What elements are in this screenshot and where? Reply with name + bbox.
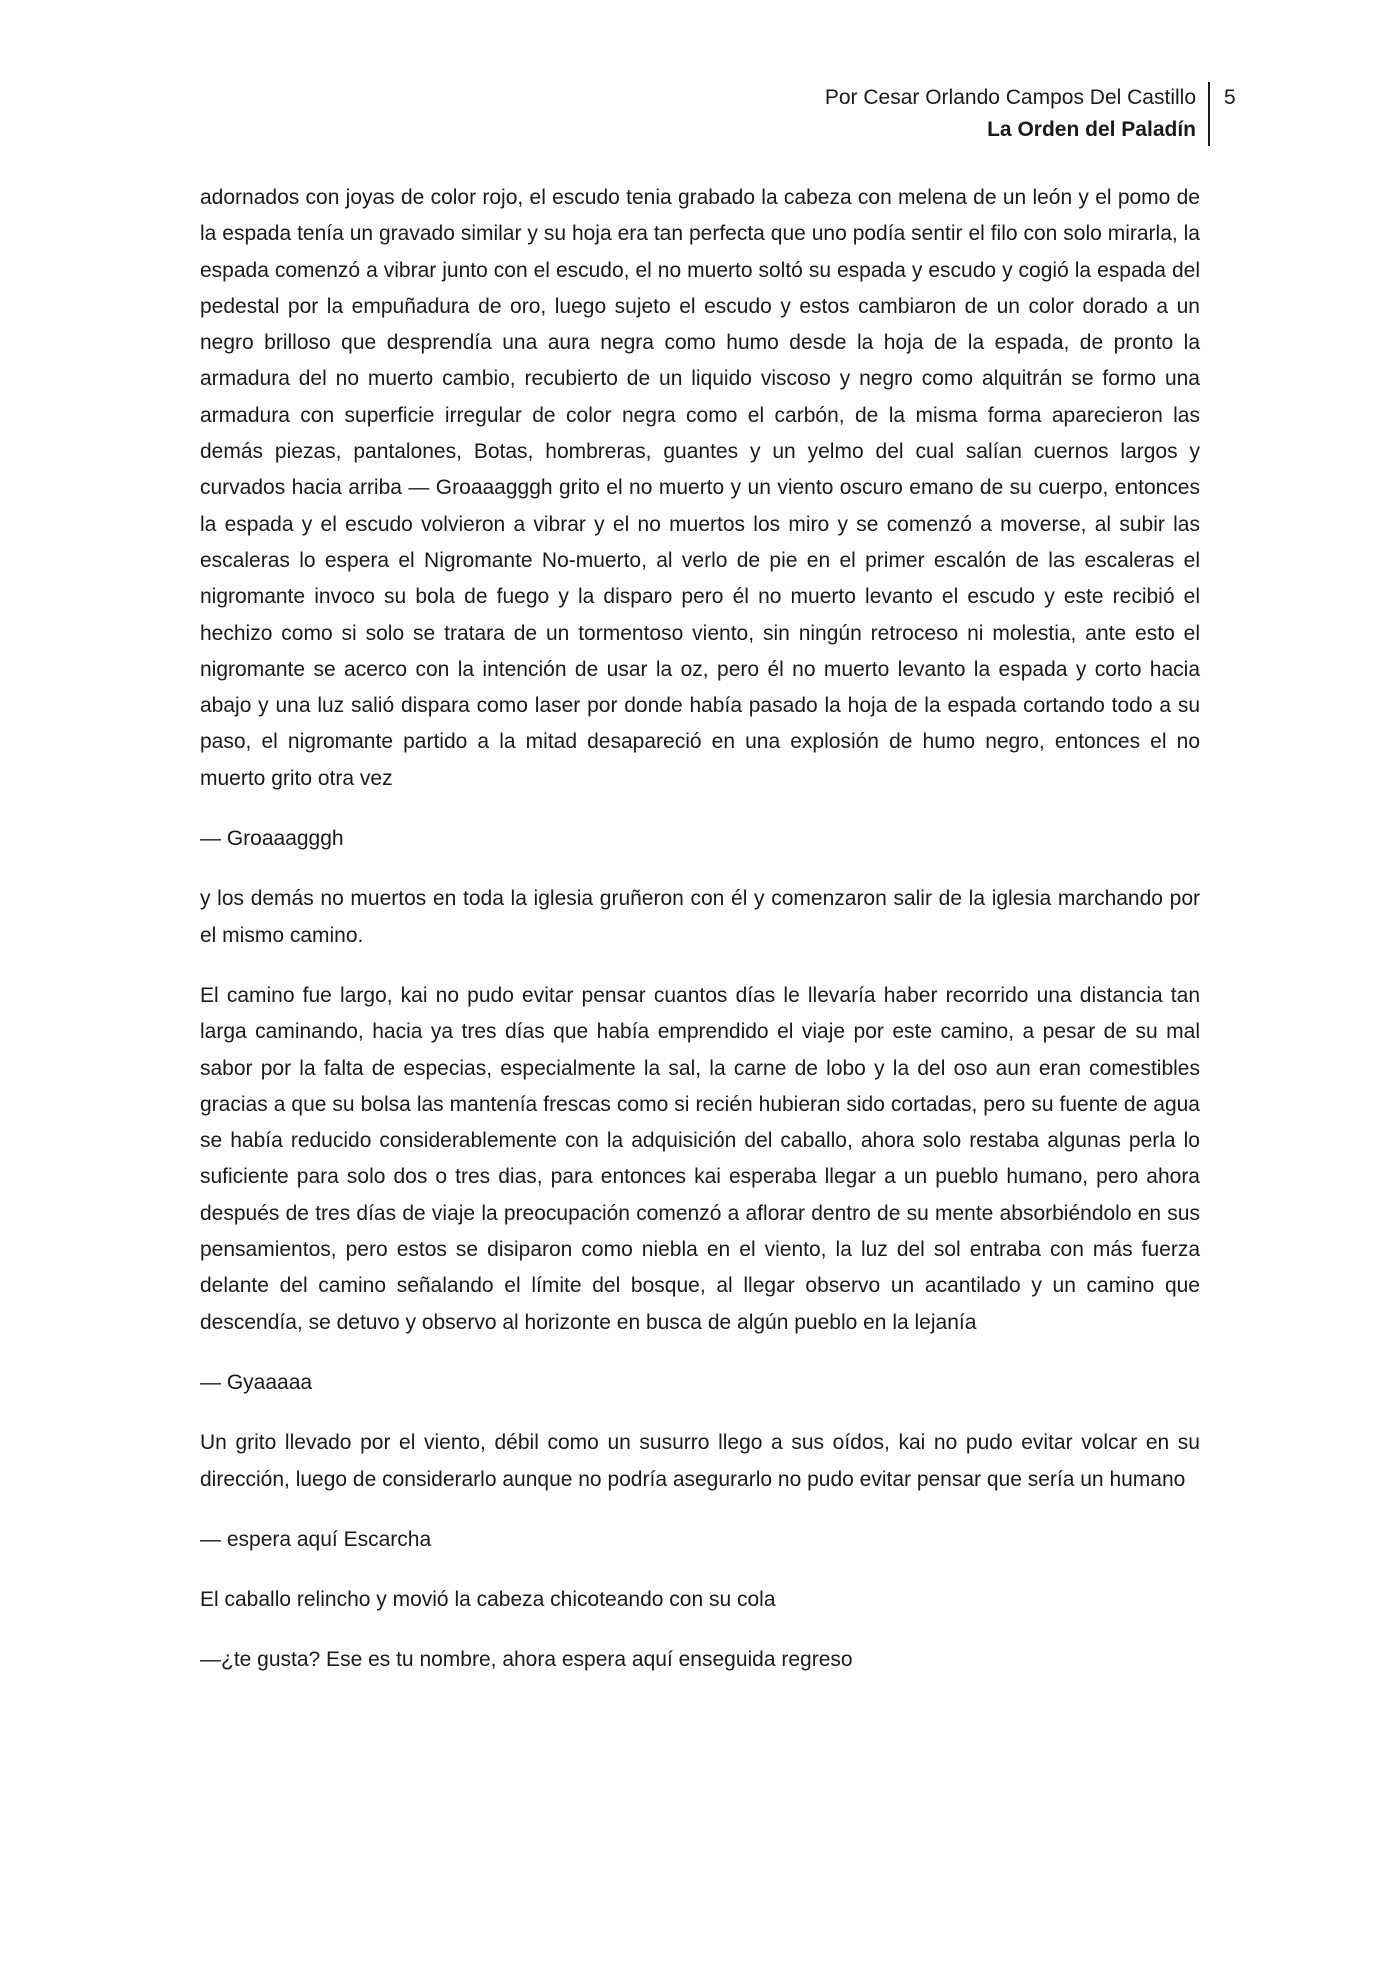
dialogue-line: — Gyaaaaa <box>200 1370 313 1394</box>
page-body <box>200 180 1200 1703</box>
paragraph: y los demás no muertos en toda la iglesia gruñeron con él y comenzaron salir de la iglesia marchando por el mismo camino. <box>200 887 1200 947</box>
page-number: 5 <box>1224 86 1236 109</box>
paragraph: El caballo relincho y movió la cabeza chicoteando con su cola <box>200 1588 776 1612</box>
paragraph: Un grito llevado por el viento, débil como un susurro llego a sus oídos, kai no pudo evitar volcar en su dirección, luego de considerarlo aunque no podría asegurarlo no pudo evitar pensar que sería un humano <box>200 1431 1200 1491</box>
page-header <box>825 82 1210 146</box>
paragraph: adornados con joyas de color rojo, el escudo tenia grabado la cabeza con melena de un león y el pomo de la espada tenía un gravado similar y su hoja era tan perfecta que uno podía sentir el filo con solo mirarla, la espada comenzó a vibrar junto con el escudo, el no muerto soltó su espada y escudo y cogió la espada del pedestal por la empuñadura de oro, luego sujeto el escudo y estos cambiaron de un color dorado a un negro brilloso que desprendía una aura negra como humo desde la hoja de la espada, de pronto la armadura del no muerto cambio, recubierto de un liquido viscoso y negro como alquitrán se formo una armadura con superficie irregular de color negra como el carbón, de la misma forma aparecieron las demás piezas, pantalones, Botas, hombreras, guantes y un yelmo del cual salían cuernos largos y curvados hacia arriba — Groaaagggh grito el no muerto y un viento oscuro emano de su cuerpo, entonces la espada y el escudo volvieron a vibrar y el no muertos los miro y se comenzó a moverse, al subir las escaleras lo espera el Nigromante No-muerto, al verlo de pie en el primer escalón de las escaleras el nigromante invoco su bola de fuego y la disparo pero él no muerto levanto el escudo y este recibió el hechizo como si solo se tratara de un tormentoso viento, sin ningún retroceso ni molestia, ante esto el nigromante se acerco con la intención de usar la oz, pero él no muerto levanto la espada y corto hacia abajo y una luz salió dispara como laser por donde había pasado la hoja de la espada cortando todo a su paso, el nigromante partido a la mitad desapareció en una explosión de humo negro, entonces el no muerto grito otra vez <box>200 186 1200 790</box>
dialogue-line: —¿te gusta? Ese es tu nombre, ahora espera aquí enseguida regreso <box>200 1648 853 1672</box>
dialogue-line: — espera aquí Escarcha <box>200 1527 432 1551</box>
author-name: Por Cesar Orlando Campos Del Castillo <box>824 86 1196 109</box>
book-title: La Orden del Paladín <box>987 118 1196 141</box>
dialogue-line: — Groaaagggh <box>200 827 344 851</box>
paragraph: El camino fue largo, kai no pudo evitar pensar cuantos días le llevaría haber recorrido una distancia tan larga caminando, hacia ya tres días que había emprendido el viaje por este camino, a pesar de su mal sabor por la falta de especias, especialmente la sal, la carne de lobo y la del oso aun eran comestibles gracias a que su bolsa las mantenía frescas como si recién hubieran sido cortadas, pero su fuente de agua se había reducido considerablemente con la adquisición del caballo, ahora solo restaba algunas perla lo suficiente para solo dos o tres dias, para entonces kai esperaba llegar a un pueblo humano, pero ahora después de tres días de viaje la preocupación comenzó a aflorar dentro de su mente absorbiéndolo en sus pensamientos, pero estos se disiparon como niebla en el viento, la luz del sol entraba con más fuerza delante del camino señalando el límite del bosque, al llegar observo un acantilado y un camino que descendía, se detuvo y observo al horizonte en busca de algún pueblo en la lejanía <box>200 983 1200 1334</box>
